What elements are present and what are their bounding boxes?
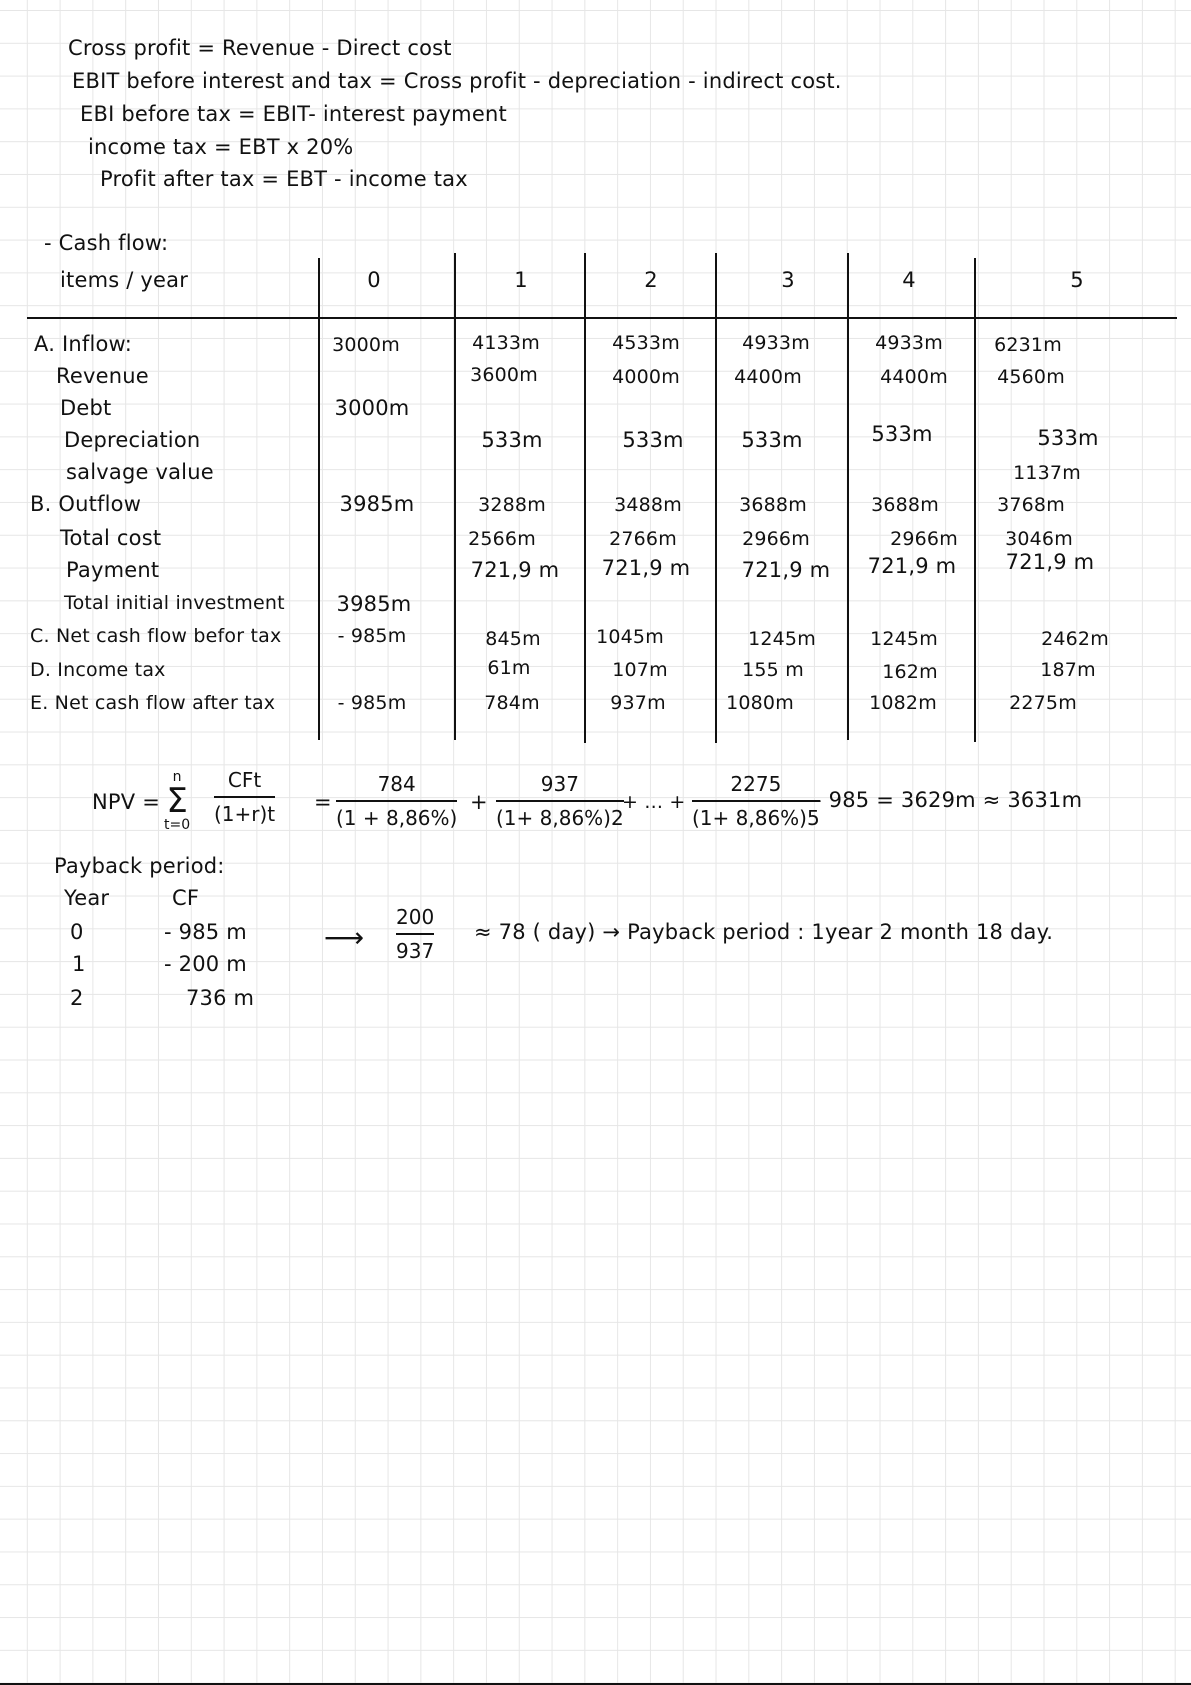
cash-flow-heading: - Cash flow: [44,231,169,255]
table-cell: 3600m [470,364,538,386]
table-cell: 3688m [871,494,939,516]
row-label: B. Outflow [30,492,142,516]
payback-year: 0 [70,920,84,944]
table-cell: 2566m [468,528,536,550]
sigma-sign: Σ [166,781,188,821]
npv-result: - 985 = 3629m ≈ 3631m [814,788,1083,812]
table-cell: 3985m [339,492,415,516]
table-cell: 1080m [726,692,794,714]
payback-year: 2 [70,986,84,1010]
table-cell: 3288m [478,494,546,516]
term-numerator: CFt [227,768,262,792]
table-cell: 1082m [869,692,937,714]
table-cell: 4560m [997,366,1065,388]
table-col-divider [715,253,717,743]
table-cell: 3000m [332,334,400,356]
row-label: A. Inflow: [34,332,133,356]
row-label: salvage value [66,460,214,484]
payback-result: ≈ 78 ( day) → Payback period : 1year 2 month 18 day. [474,920,1054,944]
fraction-bar [336,800,457,802]
table-cell: 784m [484,692,540,714]
equals-sign: = [314,790,332,814]
table-cell: 721,9 m [470,558,560,582]
table-header-divider [27,317,1177,319]
long-right-arrow-icon: ⟶ [324,921,365,954]
payback-cf: 736 m [186,986,255,1010]
table-cell: 4400m [734,366,802,388]
fraction-numerator: 200 [396,905,435,929]
table-cell: 4000m [612,366,680,388]
row-label: Total cost [60,526,162,550]
table-cell: 533m [622,428,684,452]
sigma-upper-limit: n [172,769,182,785]
table-cell: 162m [882,661,938,683]
table-cell: 1245m [870,628,938,650]
table-col-divider [454,253,456,740]
npv-term-year-1 [336,772,457,830]
sigma-lower-limit: t=0 [164,817,191,833]
table-col-divider [847,253,849,740]
fraction-bar [692,800,820,802]
table-cell: 533m [481,428,543,452]
year-header: 5 [1070,268,1084,292]
row-label: Total initial investment [64,592,285,614]
table-cell: 4533m [612,332,680,354]
row-label: C. Net cash flow befor tax [30,625,282,647]
table-cell: 1137m [1013,462,1081,484]
term-numerator: 2275 [730,772,782,796]
table-cell: 107m [612,659,668,681]
table-cell: 2462m [1041,628,1109,650]
year-header: 0 [367,268,381,292]
table-cell: 845m [485,628,541,650]
formula-income-tax: income tax = EBT x 20% [88,135,354,159]
table-cell: 61m [487,657,531,679]
term-numerator: 937 [540,772,579,796]
table-cell: - 985m [337,692,407,714]
year-header: 1 [514,268,528,292]
table-col-divider [318,258,320,740]
year-header: 4 [902,268,916,292]
table-cell: 3985m [336,592,412,616]
npv-label: NPV = [92,790,161,814]
table-cell: 3046m [1005,528,1073,550]
table-cell: 2966m [890,528,958,550]
term-denominator: (1 + 8,86%) [336,805,458,830]
table-cell: 533m [1037,426,1099,450]
table-cell: 3688m [739,494,807,516]
table-cell: 721,9 m [867,554,957,578]
payback-col-cf: CF [172,886,200,910]
table-cell: 1045m [596,626,664,648]
table-cell: 937m [610,692,666,714]
table-cell: 533m [871,422,933,446]
table-cell: 2766m [609,528,677,550]
year-header: 2 [644,268,658,292]
npv-term-year-2 [496,772,624,830]
table-cell: 4400m [880,366,948,388]
table-cell: - 985m [337,625,407,647]
table-cell: 4933m [742,332,810,354]
table-cell: 2966m [742,528,810,550]
table-cell: 721,9 m [741,558,831,582]
term-denominator: (1+ 8,86%)5 [692,805,820,830]
ellipsis-sum: + ... + [622,791,686,813]
npv-general-term [214,768,275,826]
table-cell: 721,9 m [601,556,691,580]
formula-profit-after-tax: Profit after tax = EBT - income tax [100,167,468,191]
fraction-denominator: 937 [396,938,435,963]
term-denominator: (1+r)t [214,801,276,826]
formula-ebt: EBI before tax = EBIT- interest payment [80,102,507,126]
payback-year: 1 [72,952,86,976]
row-label: E. Net cash flow after tax [30,692,276,714]
table-cell: 3488m [614,494,682,516]
table-cell: 3000m [334,396,410,420]
table-cell: 1245m [748,628,816,650]
table-header-label: items / year [60,268,189,292]
table-col-divider [974,258,976,742]
payback-cf: - 985 m [164,920,247,944]
table-cell: 187m [1040,659,1096,681]
table-cell: 3768m [997,494,1065,516]
term-numerator: 784 [377,772,416,796]
fraction-bar [496,800,624,802]
fraction-bar [396,933,434,935]
npv-term-year-5 [692,772,820,830]
payback-col-year: Year [64,886,110,910]
table-cell: 2275m [1009,692,1077,714]
table-cell: 6231m [994,334,1062,356]
row-label: Payment [66,558,160,582]
row-label: Debt [60,396,112,420]
payback-title: Payback period: [54,854,225,878]
year-header: 3 [781,268,795,292]
sigma-symbol [164,770,190,832]
row-label: D. Income tax [30,659,166,681]
payback-cf: - 200 m [164,952,247,976]
formula-ebit: EBIT before interest and tax = Cross profit - depreciation - indirect cost. [72,69,842,93]
table-cell: 721,9 m [1005,550,1095,574]
plus-sign: + [470,790,488,814]
formula-gross-profit: Cross profit = Revenue - Direct cost [68,36,452,60]
payback-fraction [396,905,434,963]
table-cell: 4133m [472,332,540,354]
term-denominator: (1+ 8,86%)2 [496,805,624,830]
table-cell: 533m [741,428,803,452]
fraction-bar [214,796,275,798]
row-label: Revenue [56,364,149,388]
row-label: Depreciation [64,428,201,452]
table-cell: 4933m [875,332,943,354]
table-cell: 155 m [742,659,804,681]
table-col-divider [584,253,586,743]
